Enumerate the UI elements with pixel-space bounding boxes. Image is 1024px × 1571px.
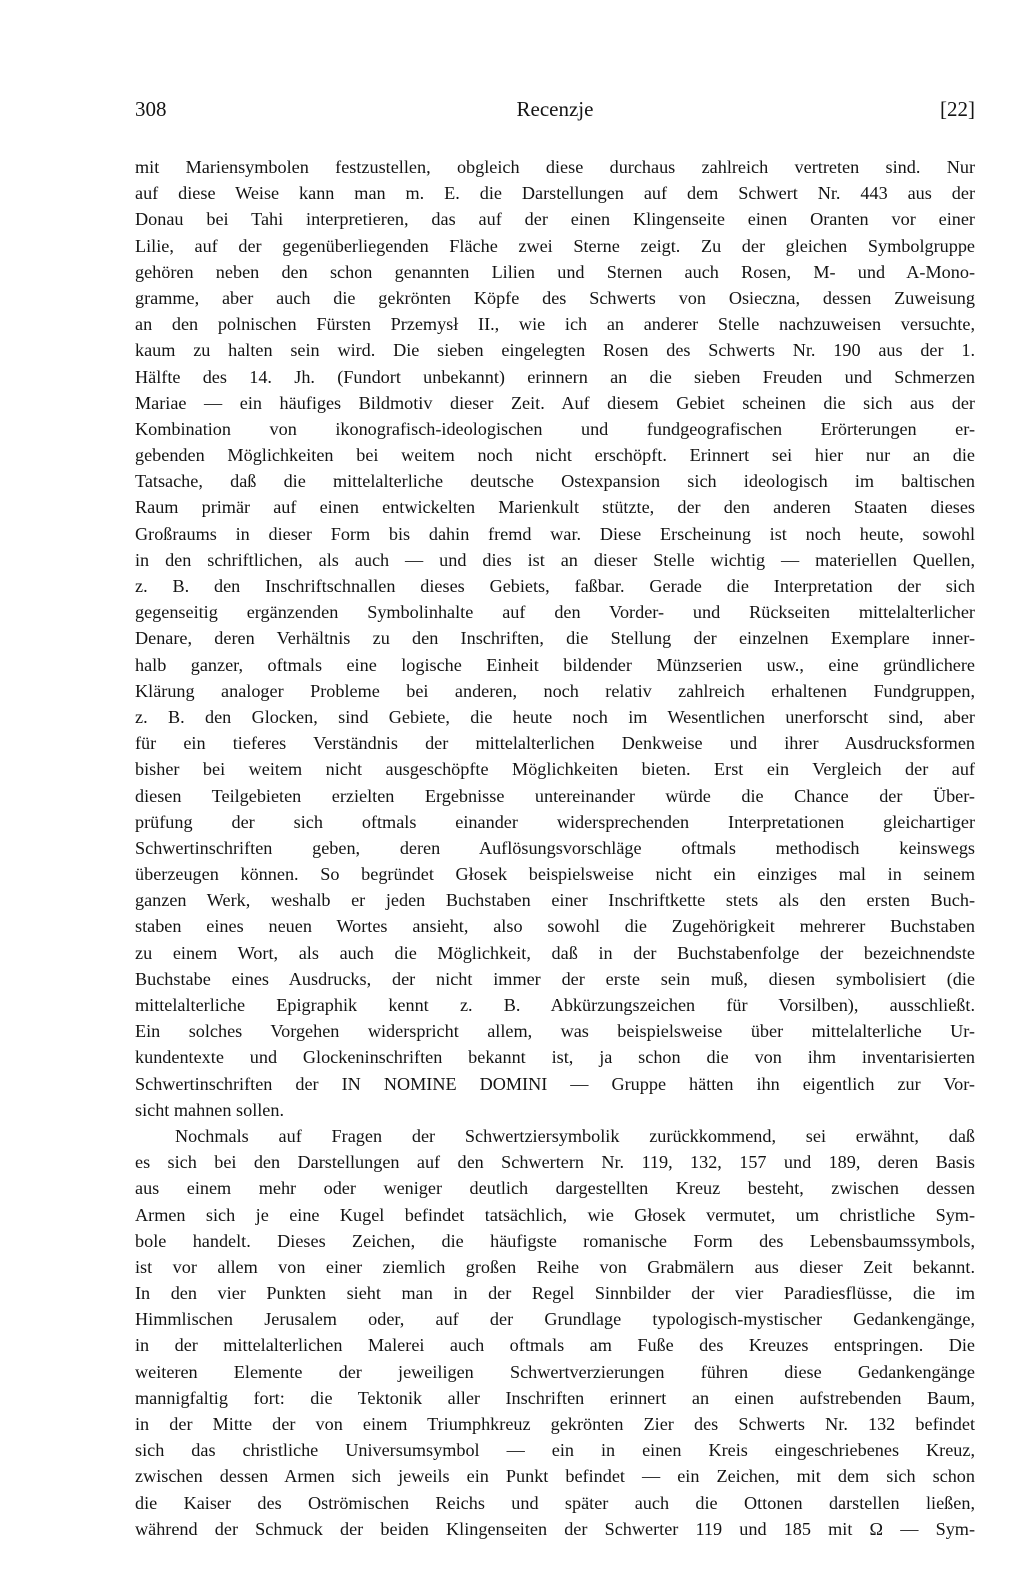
text-line: Mariae — ein häufiges Bildmotiv dieser Zeit. Auf diesem Gebiet scheinen die sich aus der <box>135 392 975 413</box>
text-line: Großraums in dieser Form bis dahin fremd war. Diese Erscheinung ist noch heute, sowohl <box>135 523 975 544</box>
text-line: überzeugen können. So begründet Głosek beispielsweise nicht ein einziges mal in seinem <box>135 864 975 885</box>
text-line: kaum zu halten sein wird. Die sieben eingelegten Rosen des Schwerts Nr. 190 aus der 1. <box>135 340 975 361</box>
text-line: mit Mariensymbolen festzustellen, obgleich diese durchaus zahlreich vertreten sind. Nur <box>135 157 975 177</box>
text-line: in der Mitte der von einem Triumphkreuz gekrönten Zier des Schwerts Nr. 132 befindet <box>135 1414 975 1434</box>
page-number: 308 <box>135 97 167 121</box>
paragraph-start-line: Nochmals auf Fragen der Schwertziersymbolik zurückkommend, sei erwähnt, daß <box>175 1125 975 1146</box>
text-line: Raum primär auf einen entwickelten Marienkult stützte, der den anderen Staaten dieses <box>135 497 975 518</box>
text-line: zwischen dessen Armen sich jeweils ein Punkt befindet — ein Zeichen, mit dem sich schon <box>135 1466 975 1487</box>
text-line: z. B. den Inschriftschnallen dieses Gebiets, faßbar. Gerade die Interpretation der sich <box>135 576 975 596</box>
text-line: In den vier Punkten sieht man in der Regel Sinnbilder der vier Paradiesflüsse, die im <box>135 1283 975 1304</box>
running-head <box>135 95 975 123</box>
text-line: Himmlischen Jerusalem oder, auf der Grundlage typologisch-mystischer Gedankengänge, <box>135 1309 975 1330</box>
text-line: in der mittelalterlichen Malerei auch oftmals am Fuße des Kreuzes entspringen. Die <box>135 1335 975 1356</box>
text-line: Ein solches Vorgehen widerspricht allem, was beispielsweise über mittelalterliche Ur- <box>135 1021 975 1042</box>
text-line: für ein tieferes Verständnis der mittelalterlichen Denkweise und ihrer Ausdrucksformen <box>135 733 975 754</box>
text-line: in den schriftlichen, als auch — und dies ist an dieser Stelle wichtig — materiellen Quellen, <box>135 549 975 570</box>
text-line: es sich bei den Darstellungen auf den Schwertern Nr. 119, 132, 157 und 189, deren Basis <box>135 1152 975 1173</box>
text-line: bole handelt. Dieses Zeichen, die häufigste romanische Form des Lebensbaumssymbols, <box>135 1230 975 1251</box>
text-line: Kombination von ikonografisch-ideologischen und fundgeografischen Erörterungen er- <box>135 418 975 439</box>
text-line: staben eines neuen Wortes ansieht, also sowohl die Zugehörigkeit mehrerer Buchstaben <box>135 916 975 937</box>
running-title: Recenzje <box>516 97 594 121</box>
text-line: halb ganzer, oftmals eine logische Einheit bildender Münzserien usw., eine gründlichere <box>135 654 975 675</box>
text-line: Armen sich je eine Kugel befindet tatsächlich, wie Głosek vermutet, um christliche Sym- <box>135 1204 975 1225</box>
text-line: Tatsache, daß die mittelalterliche deutsche Ostexpansion sich ideologisch im baltischen <box>135 471 975 492</box>
text-line: gegenseitig ergänzenden Symbolinhalte auf den Vorder- und Rückseiten mittelalterlicher <box>135 602 975 623</box>
text-line: Donau bei Tahi interpretieren, das auf der einen Klingenseite einen Oranten vor einer <box>135 209 975 230</box>
sheet-number: [22] <box>940 97 975 121</box>
text-line: die Kaiser des Oströmischen Reichs und später auch die Ottonen darstellen ließen, <box>135 1492 975 1513</box>
text-line: auf diese Weise kann man m. E. die Darstellungen auf dem Schwert Nr. 443 aus der <box>135 183 975 204</box>
text-line: während der Schmuck der beiden Klingenseiten der Schwerter 119 und 185 mit Ω — Sym- <box>135 1518 975 1539</box>
text-line: Schwertinschriften der IN NOMINE DOMINI — Gruppe hätten ihn eigentlich zur Vor- <box>135 1073 975 1094</box>
text-line: gebenden Möglichkeiten bei weitem noch nicht erschöpft. Erinnert sei hier nur an die <box>135 445 975 466</box>
text-line: prüfung der sich oftmals einander widersprechenden Interpretationen gleichartiger <box>135 811 975 832</box>
text-line: gehören neben den schon genannten Lilien und Sternen auch Rosen, M- und A-Mono- <box>135 261 975 282</box>
text-line: weiteren Elemente der jeweiligen Schwertverzierungen führen diese Gedankengänge <box>135 1361 975 1382</box>
text-line: ganzen Werk, weshalb er jeden Buchstaben einer Inschriftkette stets als den ersten Buch- <box>135 890 975 911</box>
text-line: Lilie, auf der gegenüberliegenden Fläche zwei Sterne zeigt. Zu der gleichen Symbolgruppe <box>135 235 975 256</box>
body-text <box>135 154 975 1568</box>
text-line: Hälfte des 14. Jh. (Fundort unbekannt) erinnern an die sieben Freuden und Schmerzen <box>135 366 975 387</box>
text-line: sich das christliche Universumsymbol — ein in einen Kreis eingeschriebenes Kreuz, <box>135 1440 975 1461</box>
text-line: aus einem mehr oder weniger deutlich dargestellten Kreuz besteht, zwischen dessen <box>135 1178 975 1199</box>
text-line: diesen Teilgebieten erzielten Ergebnisse untereinander würde die Chance der Über- <box>135 785 975 806</box>
text-line: Schwertinschriften geben, deren Auflösungsvorschläge oftmals methodisch keinswegs <box>135 837 975 858</box>
text-line: mittelalterliche Epigraphik kennt z. B. Abkürzungszeichen für Vorsilben), ausschließt. <box>135 995 975 1015</box>
text-line: zu einem Wort, als auch die Möglichkeit, daß in der Buchstabenfolge der bezeichnendste <box>135 942 975 963</box>
text-line <box>135 1542 975 1568</box>
text-line: z. B. den Glocken, sind Gebiete, die heute noch im Wesentlichen unerforscht sind, aber <box>135 706 975 727</box>
text-line: mannigfaltig fort: die Tektonik aller Inschriften erinnert an einen aufstrebenden Baum, <box>135 1387 975 1408</box>
text-line: kundentexte und Glockeninschriften bekannt ist, ja schon die von ihm inventarisierten <box>135 1047 975 1068</box>
text-line: bisher bei weitem nicht ausgeschöpfte Möglichkeiten bieten. Erst ein Vergleich der auf <box>135 759 975 780</box>
text-line: Klärung analoger Probleme bei anderen, noch relativ zahlreich erhaltenen Fundgruppen, <box>135 680 975 701</box>
text-line: ist vor allem von einer ziemlich großen Reihe von Grabmälern aus dieser Zeit bekannt. <box>135 1256 975 1277</box>
text-line: Denare, deren Verhältnis zu den Inschriften, die Stellung der einzelnen Exemplare inner- <box>135 628 975 649</box>
text-line: an den polnischen Fürsten Przemysł II., wie ich an anderer Stelle nachzuweisen versuchte, <box>135 314 975 335</box>
text-line: gramme, aber auch die gekrönten Köpfe des Schwerts von Osieczna, dessen Zuweisung <box>135 287 975 308</box>
text-line: Buchstabe eines Ausdrucks, der nicht immer der erste sein muß, diesen symbolisiert (die <box>135 968 975 989</box>
paragraph-end-line: sicht mahnen sollen. <box>135 1099 285 1120</box>
